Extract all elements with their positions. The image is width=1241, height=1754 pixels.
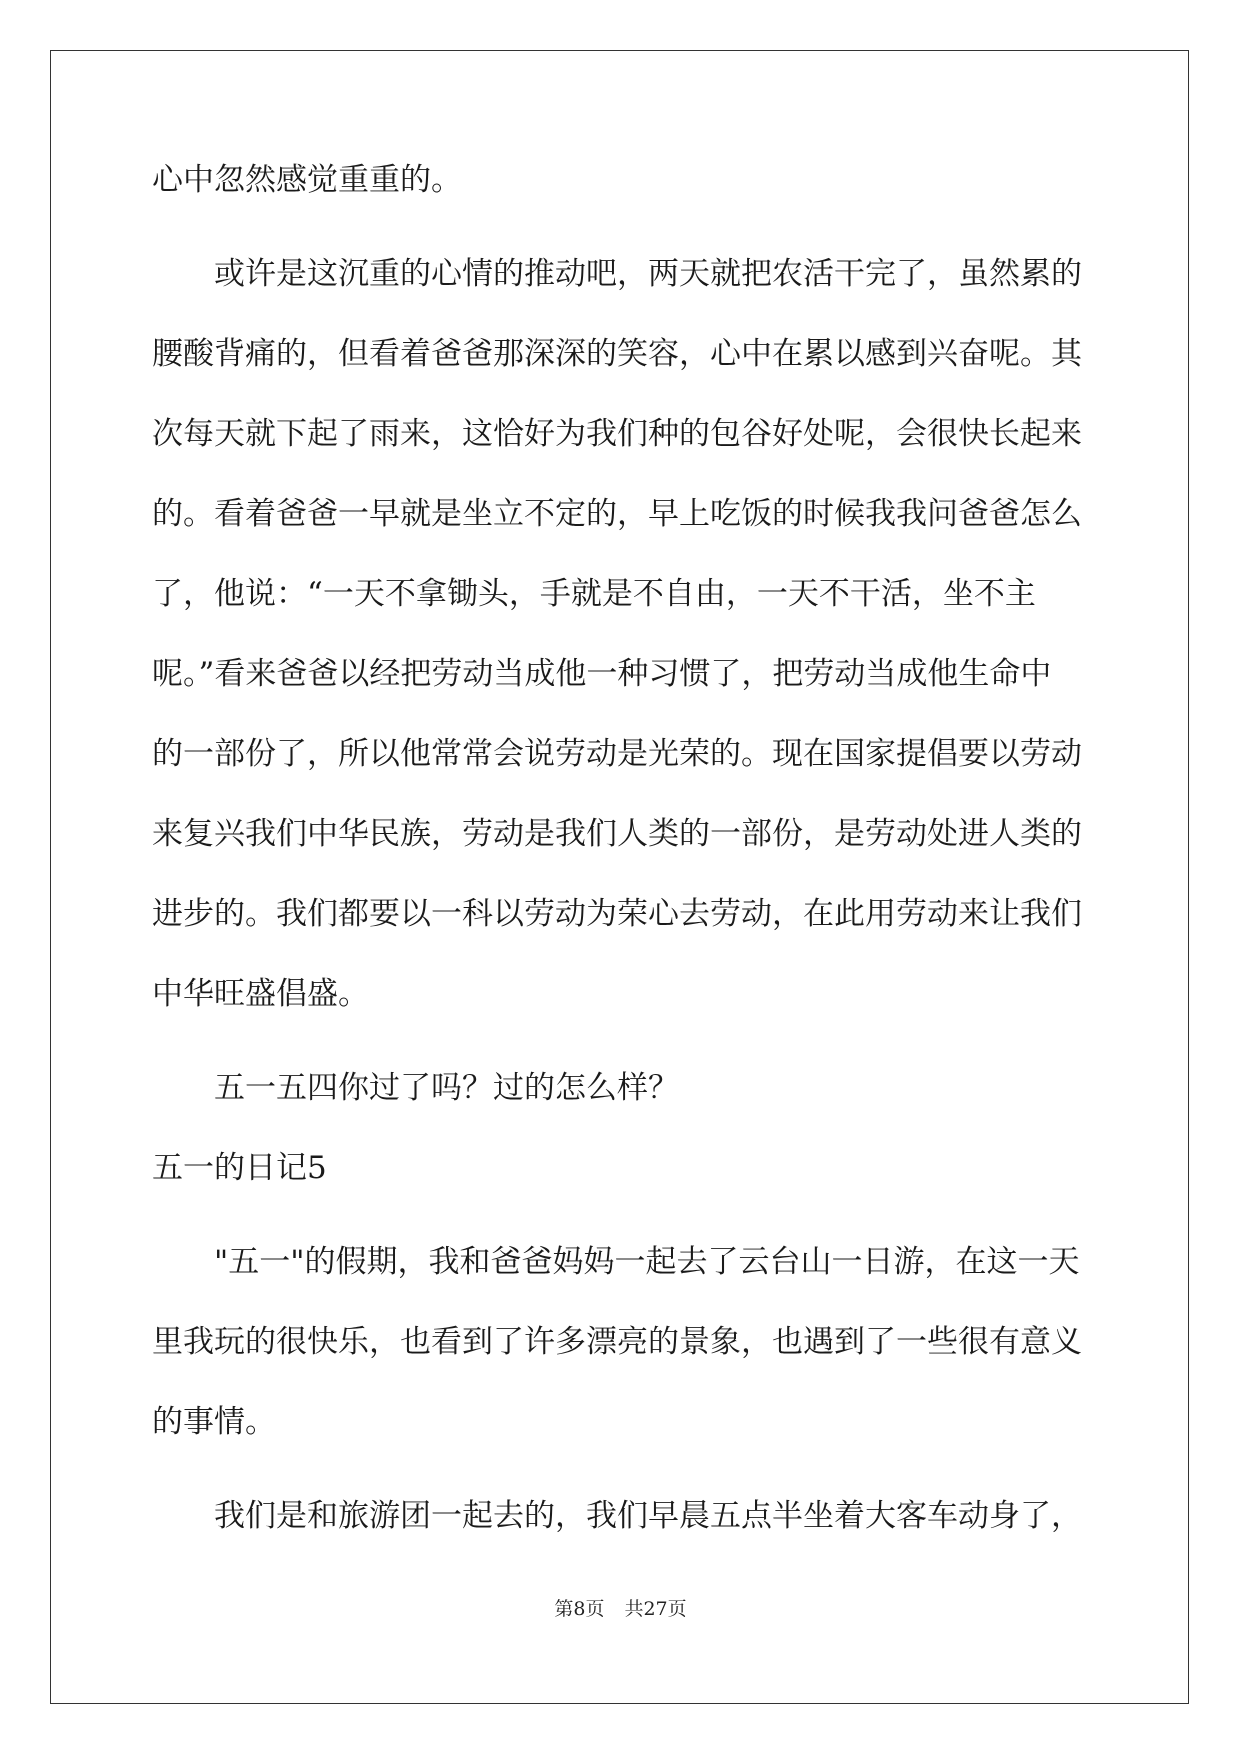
text-line-6: 了，他说：“一天不拿锄头，手就是不自由，一天不干活，坐不主 (152, 576, 1036, 612)
text-line-9: 来复兴我们中华民族，劳动是我们人类的一部份，是劳动处进人类的 (152, 816, 1082, 852)
text-line-11: 中华旺盛倡盛。 (152, 976, 369, 1012)
text-line-3: 腰酸背痛的，但看着爸爸那深深的笑容，心中在累以感到兴奋呢。其 (152, 336, 1082, 372)
text-line-7: 呢。”看来爸爸以经把劳动当成他一种习惯了，把劳动当成他生命中 (152, 656, 1052, 692)
page-footer (0, 1597, 1241, 1621)
text-line-16: 的事情。 (152, 1404, 276, 1440)
text-line-12: 五一五四你过了吗？过的怎么样？ (214, 1070, 679, 1106)
text-line-2: 或许是这沉重的心情的推动吧，两天就把农活干完了，虽然累的 (214, 256, 1082, 292)
text-line-14: "五一"的假期，我和爸爸妈妈一起去了云台山一日游，在这一天 (214, 1244, 1080, 1280)
text-line-1: 心中忽然感觉重重的。 (152, 162, 462, 198)
text-line-5: 的。看着爸爸一早就是坐立不定的，早上吃饭的时候我我问爸爸怎么 (152, 496, 1082, 532)
text-line-4: 次每天就下起了雨来，这恰好为我们种的包谷好处呢，会很快长起来 (152, 416, 1082, 452)
page-number: 第8页 (554, 1598, 605, 1620)
section-heading: 五一的日记5 (152, 1150, 327, 1186)
page-border (50, 50, 1189, 1704)
text-line-10: 进步的。我们都要以一科以劳动为荣心去劳动，在此用劳动来让我们 (152, 896, 1082, 932)
page-total: 共27页 (624, 1598, 687, 1620)
text-line-15: 里我玩的很快乐，也看到了许多漂亮的景象，也遇到了一些很有意义 (152, 1324, 1082, 1360)
text-line-8: 的一部份了，所以他常常会说劳动是光荣的。现在国家提倡要以劳动 (152, 736, 1082, 772)
text-line-17: 我们是和旅游团一起去的，我们早晨五点半坐着大客车动身了， (214, 1498, 1082, 1534)
